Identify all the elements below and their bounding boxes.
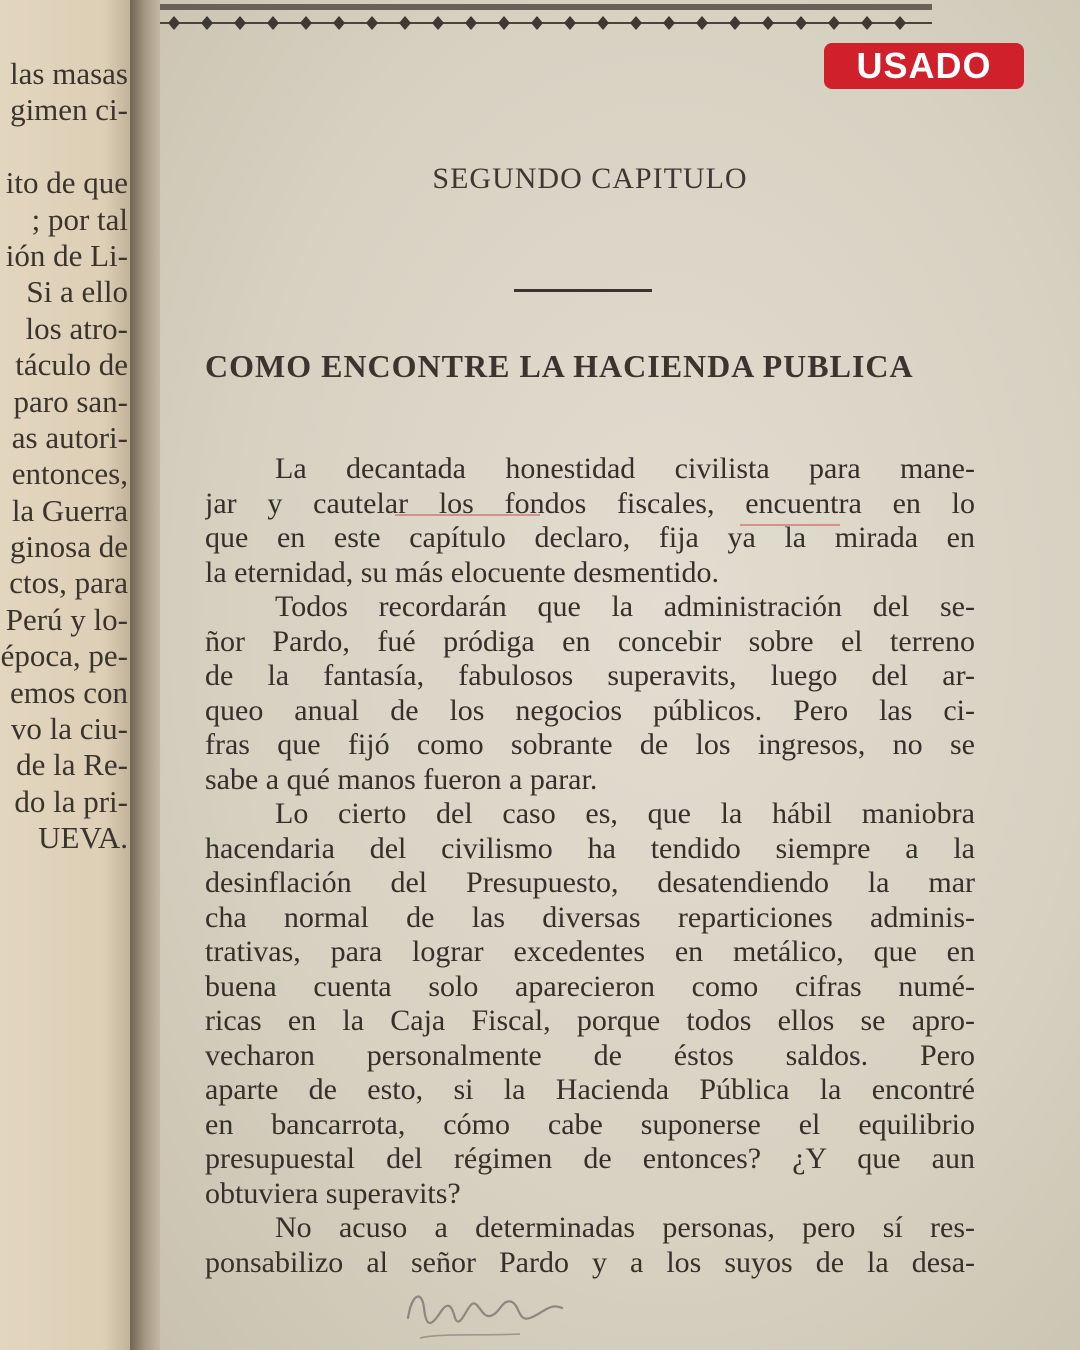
ornament-diamond bbox=[795, 16, 807, 30]
ornament-diamond bbox=[366, 16, 378, 30]
body-line: No acuso a determinadas personas, pero sí res- bbox=[275, 1211, 975, 1244]
body-line: de la fantasía, fabulosos superavits, luego del ar- bbox=[205, 659, 975, 692]
used-badge: USADO bbox=[824, 43, 1024, 89]
left-page-line: táculo de bbox=[15, 347, 128, 383]
ornament-diamond bbox=[201, 16, 213, 30]
ornament-diamond bbox=[399, 16, 411, 30]
body-line: buena cuenta solo aparecieron como cifras numé- bbox=[205, 969, 975, 1003]
body-line: presupuestal del régimen de entonces? ¿Y que aun bbox=[205, 1142, 975, 1175]
left-page-line: UEVA. bbox=[38, 820, 128, 856]
body-line: obtuviera superavits? bbox=[205, 1176, 461, 1210]
left-page-line: ctos, para bbox=[9, 565, 128, 601]
body-line: La decantada honestidad civilista para mane- bbox=[275, 452, 975, 485]
left-page-line: época, pe- bbox=[0, 638, 128, 674]
body-text bbox=[205, 452, 975, 1280]
left-page-line: ión de Li- bbox=[5, 237, 128, 273]
ornament-diamond bbox=[729, 16, 741, 30]
body-line: que en este capítulo declaro, fija ya la mirada en bbox=[205, 521, 975, 554]
ornament-diamond bbox=[630, 16, 642, 30]
ornament-diamond bbox=[498, 16, 510, 30]
left-page-line: paro san- bbox=[13, 383, 128, 419]
left-page-line: do la pri- bbox=[14, 783, 128, 819]
left-page-line: ; por tal bbox=[31, 201, 128, 237]
body-line: trativas, para lograr excedentes en metálico, que en bbox=[205, 935, 975, 968]
body-line: fras que fijó como sobrante de los ingresos, no se bbox=[205, 728, 975, 761]
ornament-diamond bbox=[597, 16, 609, 30]
body-line: hacendaria del civilismo ha tendido siempre a la bbox=[205, 831, 975, 865]
ornament-diamond bbox=[762, 16, 774, 30]
body-line: cha normal de las diversas reparticiones adminis- bbox=[205, 900, 975, 934]
ornament-diamond bbox=[894, 16, 906, 30]
ornament-diamond bbox=[234, 16, 246, 30]
left-page-line: gimen ci- bbox=[10, 92, 128, 128]
chapter-title: SEGUNDO CAPITULO bbox=[432, 162, 748, 195]
book-gutter bbox=[130, 0, 164, 1350]
pencil-underline bbox=[395, 514, 540, 516]
left-page-line: as autori- bbox=[11, 419, 128, 455]
body-line: sabe a qué manos fueron a parar. bbox=[205, 762, 598, 796]
ornament-diamond bbox=[300, 16, 312, 30]
left-page-line: ginosa de bbox=[10, 529, 128, 565]
body-line: vecharon personalmente de éstos saldos. Pero bbox=[205, 1038, 975, 1072]
body-line: ponsabilizo al señor Pardo y a los suyos de la desa- bbox=[205, 1245, 975, 1279]
body-line: jar y cautelar los fondos fiscales, encuentra en lo bbox=[205, 486, 975, 520]
body-line: ricas en la Caja Fiscal, porque todos ellos se apro- bbox=[205, 1004, 975, 1037]
left-page-line: vo la ciu- bbox=[10, 711, 128, 747]
decorative-border bbox=[160, 4, 932, 36]
left-page-line: Perú y lo- bbox=[5, 601, 128, 637]
ornament-diamond bbox=[861, 16, 873, 30]
body-line: desinflación del Presupuesto, desatendiendo la mar bbox=[205, 866, 975, 899]
ornament-diamond bbox=[333, 16, 345, 30]
body-line: Todos recordarán que la administración del se- bbox=[275, 590, 975, 623]
left-page-line: las masas bbox=[10, 56, 128, 91]
left-page-line: ito de que bbox=[5, 165, 128, 201]
left-page-line: emos con bbox=[10, 674, 128, 710]
ornament-diamond bbox=[432, 16, 444, 30]
body-line: queo anual de los negocios públicos. Pero las ci- bbox=[205, 693, 975, 727]
ornament-diamond bbox=[663, 16, 675, 30]
left-page bbox=[0, 0, 150, 1350]
left-page-line bbox=[1, 129, 128, 165]
ornament-diamond bbox=[828, 16, 840, 30]
left-page-line: entonces, bbox=[11, 456, 128, 492]
ornament-diamond bbox=[696, 16, 708, 30]
left-page-line: la Guerra bbox=[11, 492, 128, 528]
ornament-diamond bbox=[267, 16, 279, 30]
body-line: ñor Pardo, fué pródiga en concebir sobre el terreno bbox=[205, 624, 975, 658]
left-page-text bbox=[1, 56, 128, 857]
ornament-diamond bbox=[531, 16, 543, 30]
body-line: Lo cierto del caso es, que la hábil maniobra bbox=[275, 797, 975, 830]
ornament-diamond bbox=[168, 16, 180, 30]
section-title: COMO ENCONTRE LA HACIENDA PUBLICA bbox=[205, 348, 914, 384]
ornament-diamond bbox=[465, 16, 477, 30]
left-page-line: de la Re- bbox=[16, 747, 128, 783]
title-rule bbox=[514, 289, 652, 292]
body-line: la eternidad, su más elocuente desmentido. bbox=[205, 555, 719, 589]
left-page-line: los atro- bbox=[25, 310, 128, 346]
body-line: aparte de esto, si la Hacienda Pública la encontré bbox=[205, 1073, 975, 1106]
body-line: en bancarrota, cómo cabe suponerse el equilibrio bbox=[205, 1107, 975, 1141]
handwritten-signature bbox=[400, 1278, 580, 1348]
ornament-diamond bbox=[564, 16, 576, 30]
left-page-line: Si a ello bbox=[26, 274, 128, 310]
pencil-underline bbox=[740, 524, 840, 526]
